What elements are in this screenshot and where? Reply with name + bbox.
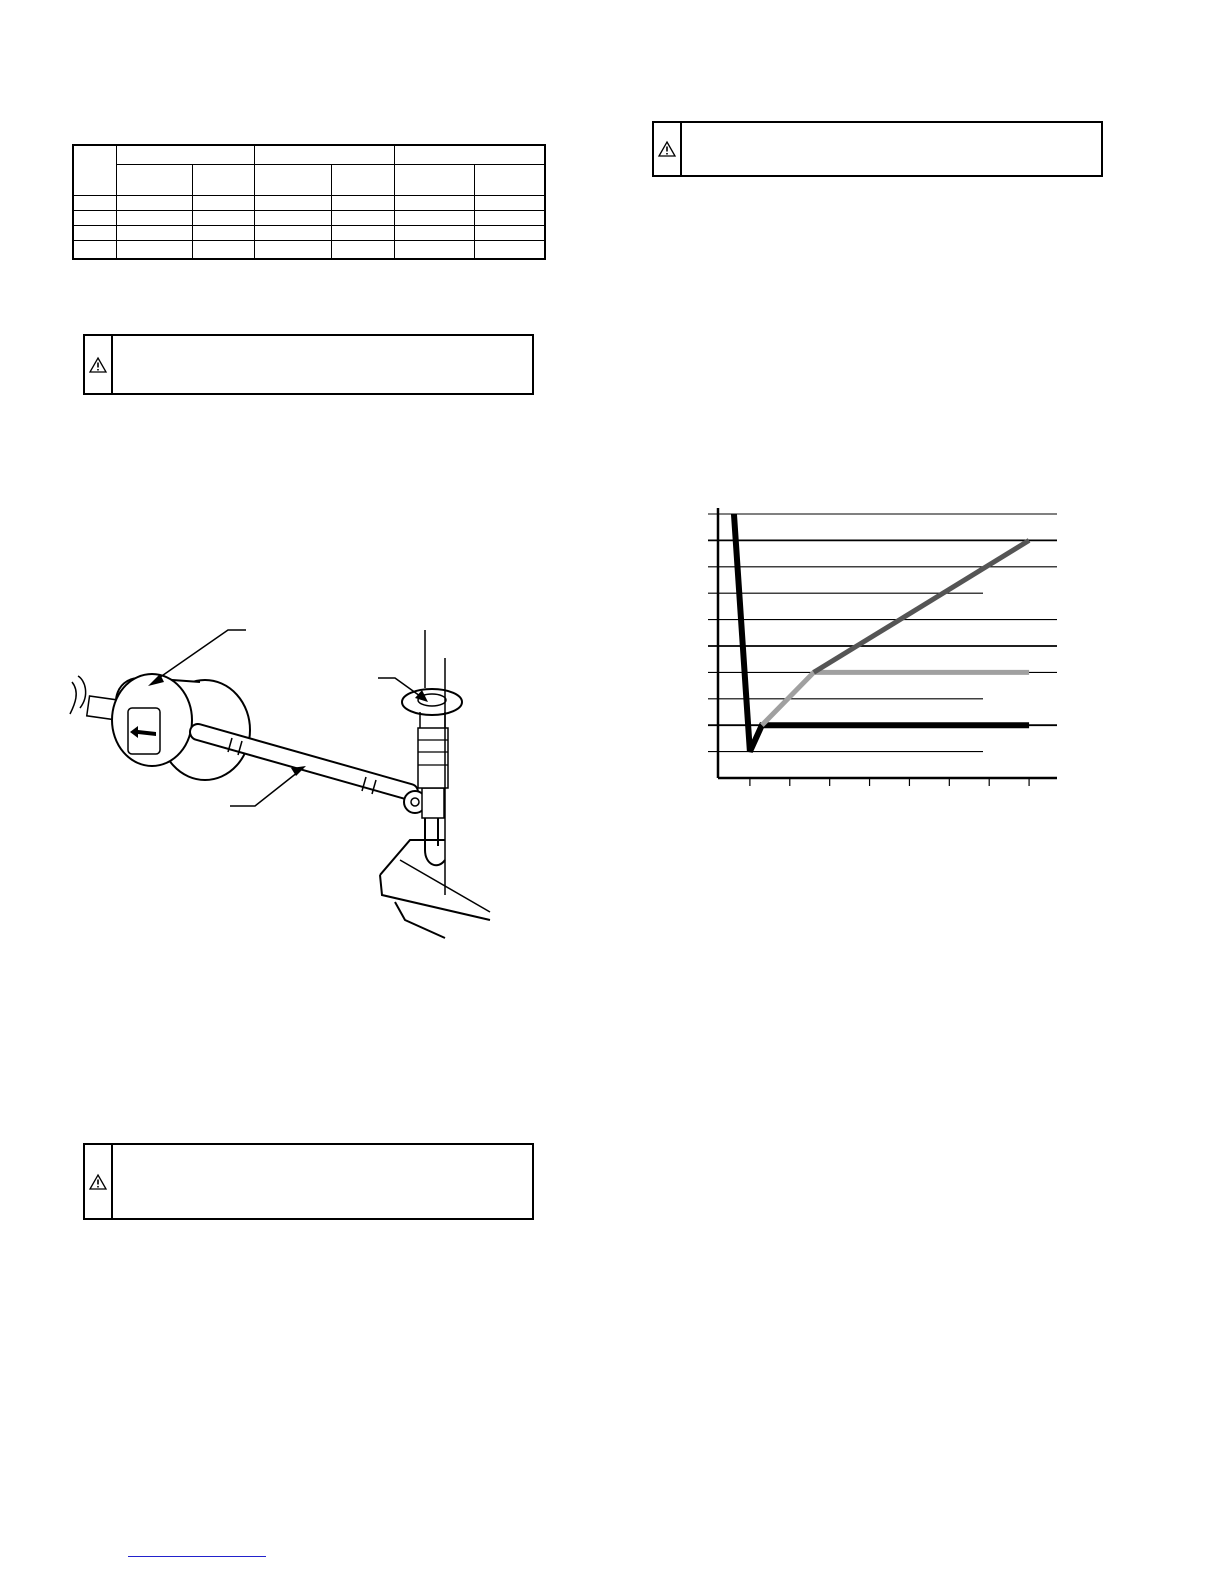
footer-link[interactable]: [128, 1556, 266, 1557]
line-chart: [700, 500, 1070, 800]
chart-series: [734, 514, 1029, 752]
table-sub-header: [331, 164, 394, 195]
table-sub-header: [192, 164, 254, 195]
table-row: [73, 195, 545, 210]
table-group-header: [394, 145, 545, 164]
table-group-header: [116, 145, 254, 164]
spec-table: [72, 144, 546, 260]
chart-axes: [718, 508, 1057, 786]
table-sub-header: [116, 164, 192, 195]
warning-box-1: [83, 334, 534, 395]
warning-box-2: [83, 1143, 534, 1220]
table-corner-cell: [73, 145, 116, 195]
table-row: [73, 240, 545, 259]
table-sub-header: [474, 164, 545, 195]
warning-box-3: [652, 121, 1103, 177]
fuel-filter-illustration: [60, 620, 500, 950]
table-sub-header: [254, 164, 331, 195]
table-row: [73, 225, 545, 240]
warning-triangle-icon: [658, 141, 676, 157]
table-sub-header: [394, 164, 474, 195]
table-row: [73, 210, 545, 225]
warning-triangle-icon: [89, 357, 107, 373]
warning-triangle-icon: [89, 1174, 107, 1190]
table-group-header: [254, 145, 394, 164]
series-line-3: [814, 540, 1029, 672]
